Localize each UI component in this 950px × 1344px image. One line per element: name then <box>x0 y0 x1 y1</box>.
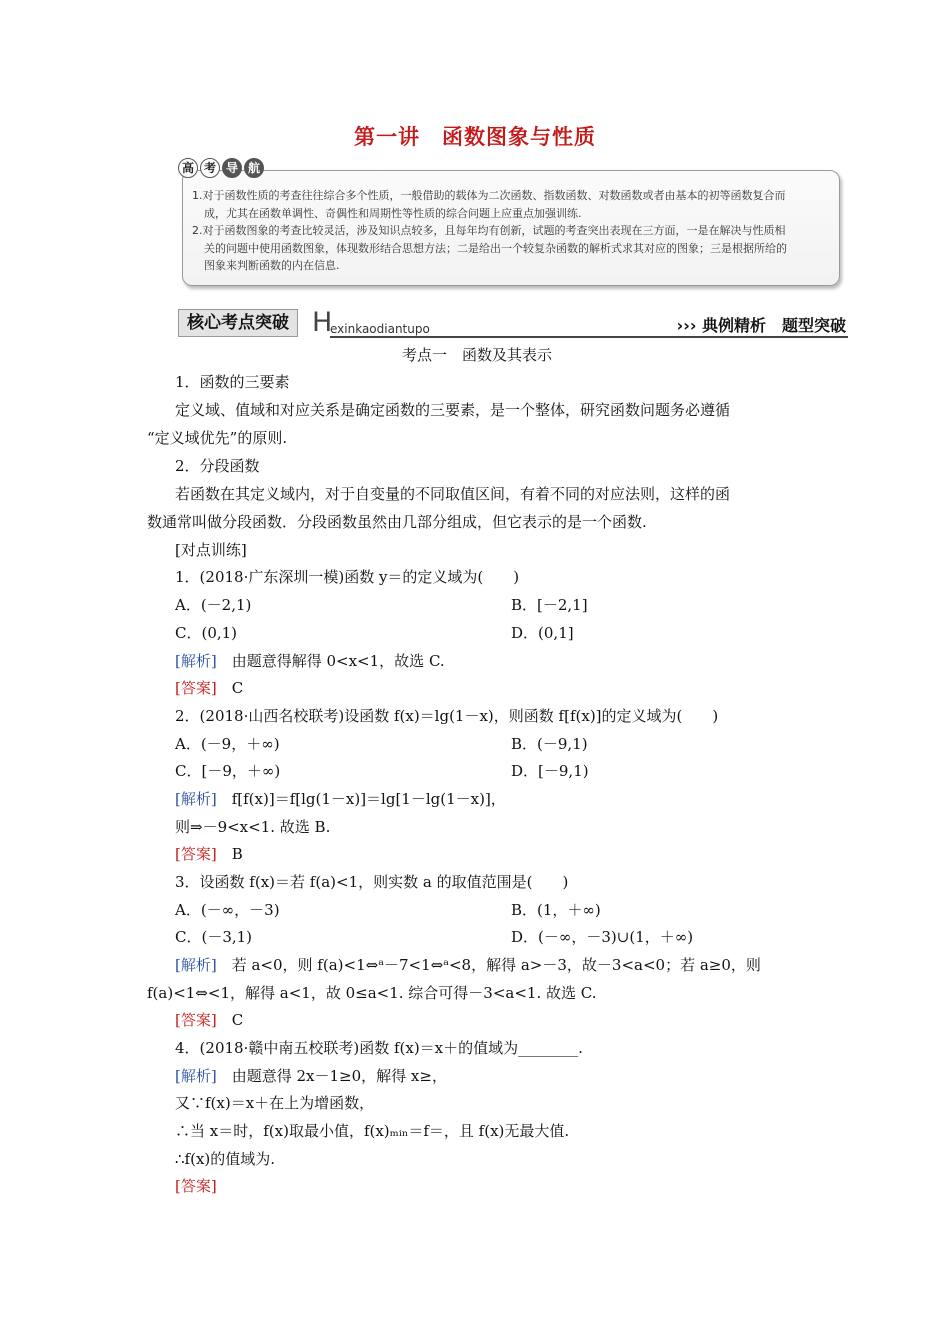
paragraph: “定义域优先”的原则. <box>147 429 288 447</box>
analysis-label: [解析] <box>175 790 217 808</box>
section-divider <box>330 336 848 338</box>
exam-guide-text <box>192 187 832 275</box>
analysis-text: f(a)<1⇔<1，解得 a<1，故 0≤a<1. 综合可得－3<a<1. 故选 C. <box>147 984 597 1002</box>
guide-line: 成，尤其在函数单调性、奇偶性和周期性等性质的综合问题上应重点加强训练. <box>204 206 582 220</box>
option: B．[－2,1] <box>511 596 588 614</box>
question: 1．(2018·广东深圳一模)函数 y＝的定义域为( ) <box>175 568 520 586</box>
option: A．(－∞，－3) <box>175 901 280 919</box>
option: B．(1，＋∞) <box>511 901 601 919</box>
page-title: 第一讲 函数图象与性质 <box>354 125 596 149</box>
analysis <box>175 787 506 811</box>
analysis-label: [解析] <box>175 1067 217 1085</box>
analysis-text: 则⇒－9<x<1. 故选 B. <box>175 818 331 836</box>
analysis-text: 由题意得 2x－1≥0，解得 x≥， <box>216 1067 447 1085</box>
question: 4．(2018·赣中南五校联考)函数 f(x)＝x＋的值域为________. <box>175 1039 583 1057</box>
section-subtitle: ››› 典例精析 题型突破 <box>676 316 846 335</box>
answer-label: [答案] <box>175 845 217 863</box>
exam-guide-label <box>178 158 264 178</box>
analysis-label: [解析] <box>175 652 217 670</box>
answer <box>175 842 243 866</box>
guide-char: 航 <box>244 158 264 178</box>
answer <box>175 1008 243 1032</box>
analysis-text: ∴当 x＝时，f(x)取最小值，f(x)ₘᵢₙ＝f＝，且 f(x)无最大值. <box>175 1122 570 1140</box>
analysis <box>175 649 445 673</box>
section-letter: H <box>312 307 333 338</box>
option: C．(0,1) <box>175 624 238 642</box>
answer-text: B <box>216 845 243 863</box>
analysis-text: ∴f(x)的值域为. <box>175 1150 276 1168</box>
paragraph: 定义域、值域和对应关系是确定函数的三要素，是一个整体，研究函数问题务必遵循 <box>175 401 731 419</box>
section-pinyin: exinkaodiantupo <box>330 322 430 336</box>
answer-label: [答案] <box>175 1011 217 1029</box>
kp-title: 考点一 函数及其表示 <box>401 346 552 364</box>
answer-label: [答案] <box>175 679 217 697</box>
answer-label: [答案] <box>175 1177 217 1195</box>
analysis <box>175 1064 447 1088</box>
question: 2．(2018·山西名校联考)设函数 f(x)＝lg(1－x)，则函数 f[f(x)]的定义域为( ) <box>175 707 719 725</box>
analysis-text: 若 a<0，则 f(a)<1⇔ᵃ－7<1⇔ᵃ<8，解得 a>－3，故－3<a<0；若 a≥0，则 <box>216 956 761 974</box>
answer <box>175 1174 217 1198</box>
analysis-text: 由题意得解得 0<x<1，故选 C. <box>216 652 445 670</box>
paragraph: 若函数在其定义域内，对于自变量的不同取值区间，有着不同的对应法则，这样的函 <box>175 485 731 503</box>
option: D．[－9,1) <box>511 762 589 780</box>
guide-line: 1.对于函数性质的考查往往综合多个性质，一般借助的载体为二次函数、指数函数、对数函数或者由基本的初等函数复合而 <box>192 189 786 202</box>
option: D．(0,1] <box>511 624 574 642</box>
analysis-text: 又∵f(x)＝x＋在上为增函数， <box>175 1094 375 1112</box>
guide-char: 高 <box>178 158 198 178</box>
guide-line: 2.对于函数图象的考查比较灵活，涉及知识点较多，且每年均有创新，试题的考查突出表现在三方面，一是在解决与性质相 <box>192 224 786 237</box>
analysis-text: f[f(x)]＝f[lg(1－x)]＝lg[1－lg(1－x)]， <box>216 790 506 808</box>
analysis <box>175 953 761 977</box>
answer-text: C <box>216 1011 244 1029</box>
guide-line: 图象来判断函数的内在信息. <box>204 259 340 272</box>
guide-line: 关的问题中使用函数图象，体现数形结合思想方法；二是给出一个较复杂函数的解析式求其对应的图象；三是根据所给的 <box>204 241 787 255</box>
option: C．[－9，＋∞) <box>175 762 281 780</box>
paragraph: 数通常叫做分段函数．分段函数虽然由几部分组成，但它表示的是一个函数. <box>147 513 647 531</box>
guide-char: 考 <box>200 158 220 178</box>
option: B．(－9,1) <box>511 735 588 753</box>
option: A．(－2,1) <box>175 596 252 614</box>
option: C．(－3,1) <box>175 928 253 946</box>
answer-text: C <box>216 679 244 697</box>
analysis-label: [解析] <box>175 956 217 974</box>
heading: 2．分段函数 <box>175 457 260 475</box>
section-header <box>178 309 848 337</box>
training-label: [对点训练] <box>175 541 247 559</box>
guide-char: 导 <box>222 158 242 178</box>
heading: 1．函数的三要素 <box>175 373 290 391</box>
question: 3．设函数 f(x)＝若 f(a)<1，则实数 a 的取值范围是( ) <box>175 873 569 891</box>
section-tag: 核心考点突破 <box>178 309 298 337</box>
answer <box>175 676 243 700</box>
option: A．(－9，＋∞) <box>175 735 280 753</box>
option: D．(－∞，－3)∪(1，＋∞) <box>511 928 694 946</box>
